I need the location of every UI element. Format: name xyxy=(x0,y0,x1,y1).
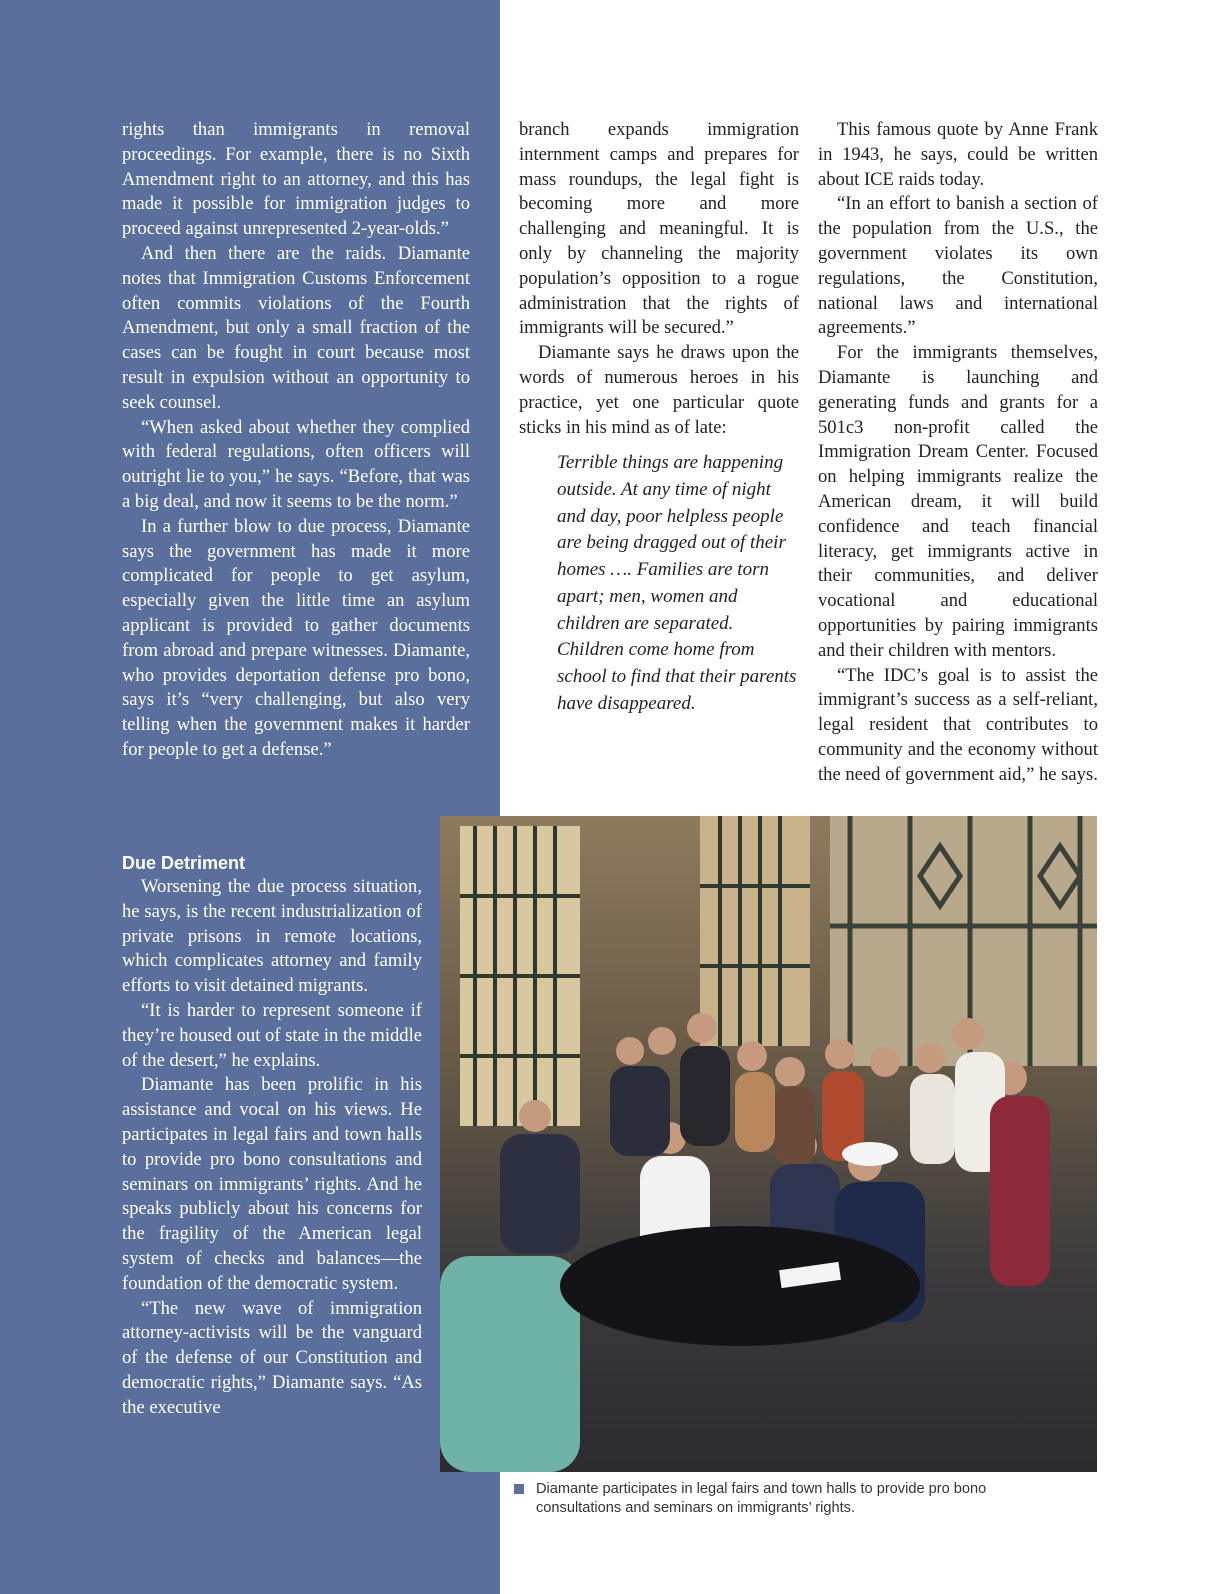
paragraph: This famous quote by Anne Frank in 1943, he says, could be written about ICE raids today. xyxy=(818,119,1098,190)
paragraph: “The IDC’s goal is to assist the immigrant’s success as a self-reliant, legal resident that contributes to community and the economy without the need of government aid,” he says. xyxy=(818,664,1098,785)
paragraph: “When asked about whether they complied with federal regulations, often officers will outright lie to you,” he says. “Before, that was a big deal, and now it seems to be the norm.” xyxy=(122,416,470,512)
paragraph: Worsening the due process situation, he says, is the recent industrialization of private prisons in remote locations, which complicates attorney and family efforts to visit detained migrants. xyxy=(122,876,422,997)
table xyxy=(560,1226,920,1346)
paragraph: Diamante says he draws upon the words of numerous heroes in his practice, yet one particular quote sticks in his mind as of late: xyxy=(519,342,799,438)
paragraph: branch expands immigration internment camps and prepares for mass roundups, the legal fight is becoming more and more challenging and meaningful. It is only by channeling the majority population’s opposition to a rogue administration that the rights of immigrants will be secured.” xyxy=(519,119,799,339)
paragraph: “The new wave of immigration attorney-activists will be the vanguard of the defense of our Constitution and democratic rights,” Diamante says. “As the executive xyxy=(122,1297,422,1418)
paragraph: Diamante has been prolific in his assistance and vocal on his views. He participates in legal fairs and town halls to provide pro bono consultations and seminars on immigrants’ rights. And he speaks publicly about his concerns for the fragility of the American legal system of checks and balances—the foundation of the democratic system. xyxy=(122,1074,422,1294)
window-center xyxy=(700,816,810,1046)
caption-text: Diamante participates in legal fairs and town halls to provide pro bono consultations and seminars on immigrants’ rights. xyxy=(536,1481,987,1516)
paragraph: In a further blow to due process, Diamante says the government has made it more complicated for people to get asylum, especially given the little time an asylum applicant is provided to gather documents from abroad and prepare witnesses. Diamante, who provides deportation defense pro bono, says it’s “very challenging, but also very telling when the government makes it harder for people to get a defense.” xyxy=(122,515,470,760)
caption-square-icon xyxy=(514,1484,524,1494)
photo-illustration xyxy=(440,816,1097,1472)
column-2 xyxy=(519,118,799,717)
column-1-lower xyxy=(122,851,422,1421)
paragraph: rights than immigrants in removal proceedings. For example, there is no Sixth Amendment right to an attorney, and this has made it possible for immigration judges to proceed against unrepresented 2-year-olds.” xyxy=(122,119,470,240)
pull-quote: Terrible things are happening outside. At any time of night and day, poor helpless people are being dragged out of their homes …. Families are torn apart; men, women and children are separated. Children come home from school to find that their parents have disappeared. xyxy=(557,452,797,714)
paragraph: “It is harder to represent someone if they’re housed out of state in the middle of the desert,” he explains. xyxy=(122,999,423,1071)
column-3 xyxy=(818,118,1098,788)
white-cap xyxy=(842,1142,898,1166)
paragraph: “In an effort to banish a section of the population from the U.S., the government violates its own regulations, the Constitution, national laws and international agreements.” xyxy=(818,193,1098,339)
photo-caption xyxy=(514,1480,1074,1518)
paragraph: For the immigrants themselves, Diamante is launching and generating funds and grants for a 501c3 non-profit called the Immigration Dream Center. Focused on helping immigrants realize the American dream, it will build confidence and teach financial literacy, get immigrants active in their communities, and deliver vocational and educational opportunities by pairing immigrants and their children with mentors. xyxy=(818,342,1098,661)
column-1-upper xyxy=(122,118,470,763)
group-photo xyxy=(440,816,1097,1472)
section-subhead: Due Detriment xyxy=(122,853,246,873)
paragraph: And then there are the raids. Diamante notes that Immigration Customs Enforcement often commits violations of the Fourth Amendment, but only a small fraction of the cases can be fought in court because most result in expulsion without an opportunity to seek counsel. xyxy=(122,242,470,413)
